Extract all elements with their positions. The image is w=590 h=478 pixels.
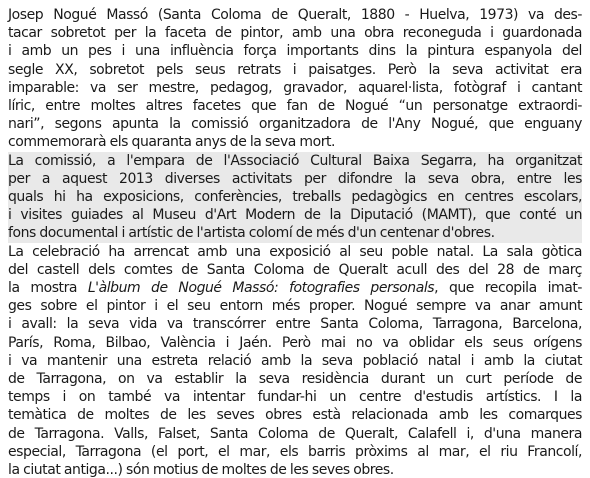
text-line: Josep Nogué Massó (Santa Coloma de Queralt, 1880 - Huelva, 1973) va des- <box>8 7 582 23</box>
text-line: quals hi ha exposicions, conferències, treballs pedagògics en centres escolars, <box>8 189 582 206</box>
text-line: La celebració ha arrencat amb una exposició al seu poble natal. La sala gòtica <box>8 243 582 260</box>
text-line: i avall: la seva vida va transcórrer entre Santa Coloma, Tarragona, Barcelona, <box>8 316 582 333</box>
text-line: de Tarragona, on va establir la seva residència durant un curt període de <box>8 371 582 388</box>
text-line: temàtica de moltes de les seves obres està relacionada amb les comarques <box>8 407 582 424</box>
text-line: la ciutat antiga...) són motius de moltes de les seves obres. <box>8 462 394 478</box>
text-run: , que recopila imat- <box>434 280 582 297</box>
text-line: París, Roma, Bilbao, València i Jaén. Però mai no va oblidar els seus orígens <box>8 334 582 351</box>
text-line: i amb un pes i una influència força importants dins la pintura espanyola del <box>8 43 582 60</box>
text-line: fons documental i artístic de l'artista colomí de més d'un centenar d'obres. <box>8 225 495 242</box>
text-line: de Tarragona. Valls, Falset, Santa Coloma de Queralt, Calafell i, d'una manera <box>8 425 582 442</box>
text-line: ges sobre el pintor i el seu entorn més proper. Nogué sempre va anar amunt <box>8 298 582 315</box>
text-line: imparable: va ser mestre, pedagog, gravador, aquarel·lista, fotògraf i cantant <box>8 79 582 96</box>
text-line: i va mantenir una estreta relació amb la seva població natal i amb la ciutat <box>8 352 582 369</box>
text-line <box>8 279 582 297</box>
text-line: per a aquest 2013 diverses activitats per difondre la seva obra, entre les <box>8 170 582 187</box>
text-line: líric, entre moltes altres facetes que fan de Nogué “un personatge extraordi- <box>8 98 582 115</box>
text-line: segle XX, sobretot pels seus retrats i paisatges. Però la seva activitat era <box>8 61 582 78</box>
text-line: del castell dels comtes de Santa Coloma de Queralt acull des del 28 de març <box>8 261 582 278</box>
text-line: commemorarà els quaranta anys de la seva mort. <box>8 134 336 151</box>
text-line: temps i on també va intentar fundar-hi un centre d'estudis artístics. I la <box>8 389 582 406</box>
text-line: especial, Tarragona (el port, el mar, els barris pròxims al mar, el riu Francolí, <box>8 443 582 460</box>
paragraph-3 <box>8 243 582 478</box>
text-line: La comissió, a l'empara de l'Associació Cultural Baixa Segarra, ha organitzat <box>8 152 582 169</box>
text-line: nari”, segons apunta la comissió organitzadora de l'Any Nogué, que enguany <box>8 116 582 133</box>
italic-title: L'àlbum de Nogué Massó: fotografies personals <box>87 280 435 297</box>
paragraph-1 <box>8 6 582 152</box>
paragraph-2 <box>8 152 582 243</box>
text-line: i visites guiades al Museu d'Art Modern de la Diputació (MAMT), que conté un <box>8 207 582 224</box>
text-run: la mostra <box>8 280 88 297</box>
text-line: tacar sobretot per la faceta de pintor, amb una obra reconeguda i guardonada <box>8 25 582 42</box>
